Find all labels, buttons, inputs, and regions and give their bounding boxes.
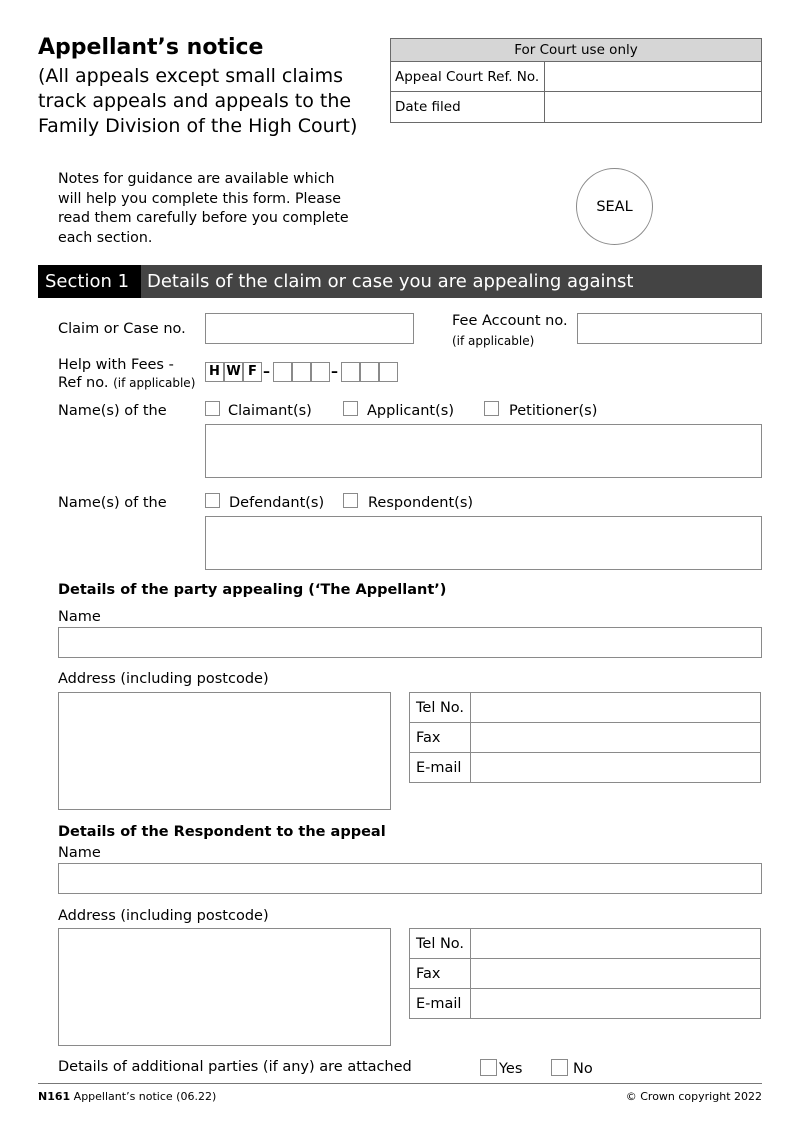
respondent-fax-row[interactable] [410,959,760,989]
names-label: Name(s) of the [58,403,167,419]
subtitle-line: Family Division of the High Court) [38,115,358,137]
petitioner-label: Petitioner(s) [509,403,598,419]
petitioner-checkbox[interactable] [484,401,499,416]
defendant-label: Defendant(s) [229,495,325,511]
court-ref-label: Appeal Court Ref. No. [391,62,545,92]
no-checkbox[interactable] [551,1059,568,1076]
respondent-contact-table [409,928,761,1019]
respondent-checkbox[interactable] [343,493,358,508]
hwf-dash: – [263,364,270,380]
email-label: E-mail [410,989,471,1019]
footer-form-id [38,1090,216,1103]
respondent-tel-row[interactable] [410,929,760,959]
fax-label: Fax [410,723,471,753]
appellant-name-input[interactable] [58,627,762,658]
respondent-address-label: Address (including postcode) [58,908,269,924]
hwf-label: Help with Fees - [58,357,174,373]
appellant-address-input[interactable] [58,692,391,810]
hwf-ref-label [58,374,195,392]
subtitle-line: (All appeals except small claims [38,65,343,87]
section-number: Section 1 [38,265,141,298]
tel-label: Tel No. [410,693,471,723]
guidance-notes [58,170,378,248]
hwf-dash: – [331,364,338,380]
hwf-digit-box[interactable] [360,362,379,382]
appellant-fax-row[interactable] [410,723,760,753]
hwf-letter-box: F [243,362,262,382]
additional-parties-label: Details of additional parties (if any) are attached [58,1059,412,1075]
fee-account-label: Fee Account no. [452,313,568,329]
defendant-names-input[interactable] [205,516,762,570]
section-title: Details of the claim or case you are appealing against [147,271,634,292]
hwf-letter-box: W [224,362,243,382]
respondent-label: Respondent(s) [368,495,474,511]
defendant-checkbox[interactable] [205,493,220,508]
hwf-letter-box: H [205,362,224,382]
footer-divider [38,1083,762,1084]
hwf-digit-box[interactable] [379,362,398,382]
fee-account-input[interactable] [577,313,762,344]
claimant-checkbox[interactable] [205,401,220,416]
claimant-label: Claimant(s) [228,403,312,419]
appellant-name-label: Name [58,609,101,625]
subtitle-line: track appeals and appeals to the [38,90,352,112]
hwf-ref-text: Ref no. [58,375,109,391]
appellant-tel-row[interactable] [410,693,760,723]
guidance-line: will help you complete this form. Please [58,190,342,207]
fax-label: Fax [410,959,471,989]
hwf-sub: (if applicable) [113,376,196,390]
email-label: E-mail [410,753,471,783]
guidance-line: Notes for guidance are available which [58,171,335,187]
claim-label: Claim or Case no. [58,321,186,337]
yes-label: Yes [499,1061,523,1077]
names2-label: Name(s) of the [58,495,167,511]
date-filed-label: Date filed [391,92,545,122]
court-ref-row [391,62,761,92]
footer-copyright: © Crown copyright 2022 [625,1090,762,1103]
fee-account-sub: (if applicable) [452,334,535,348]
hwf-digit-box[interactable] [341,362,360,382]
form-subtitle [38,64,357,139]
form-name: Appellant’s notice (06.22) [73,1090,217,1103]
no-label: No [573,1061,593,1077]
form-title: Appellant’s notice [38,35,264,60]
respondent-heading: Details of the Respondent to the appeal [58,824,386,840]
yes-checkbox[interactable] [480,1059,497,1076]
applicant-checkbox[interactable] [343,401,358,416]
respondent-email-row[interactable] [410,989,760,1019]
claimant-names-input[interactable] [205,424,762,478]
appellant-heading: Details of the party appealing (‘The Appellant’) [58,582,447,598]
appellant-email-row[interactable] [410,753,760,783]
guidance-line: each section. [58,229,153,246]
appellant-contact-table [409,692,761,783]
section-header [38,265,762,298]
seal-circle: SEAL [576,168,653,245]
guidance-line: read them carefully before you complete [58,210,349,226]
respondent-name-input[interactable] [58,863,762,894]
tel-label: Tel No. [410,929,471,959]
court-use-heading: For Court use only [391,39,761,62]
hwf-digit-box[interactable] [292,362,311,382]
appellant-address-label: Address (including postcode) [58,671,269,687]
respondent-name-label: Name [58,845,101,861]
court-use-table [390,38,762,123]
form-code: N161 [38,1090,71,1103]
date-filed-row [391,92,761,122]
claim-number-input[interactable] [205,313,414,344]
respondent-address-input[interactable] [58,928,391,1046]
applicant-label: Applicant(s) [367,403,454,419]
hwf-digit-box[interactable] [311,362,330,382]
hwf-digit-box[interactable] [273,362,292,382]
